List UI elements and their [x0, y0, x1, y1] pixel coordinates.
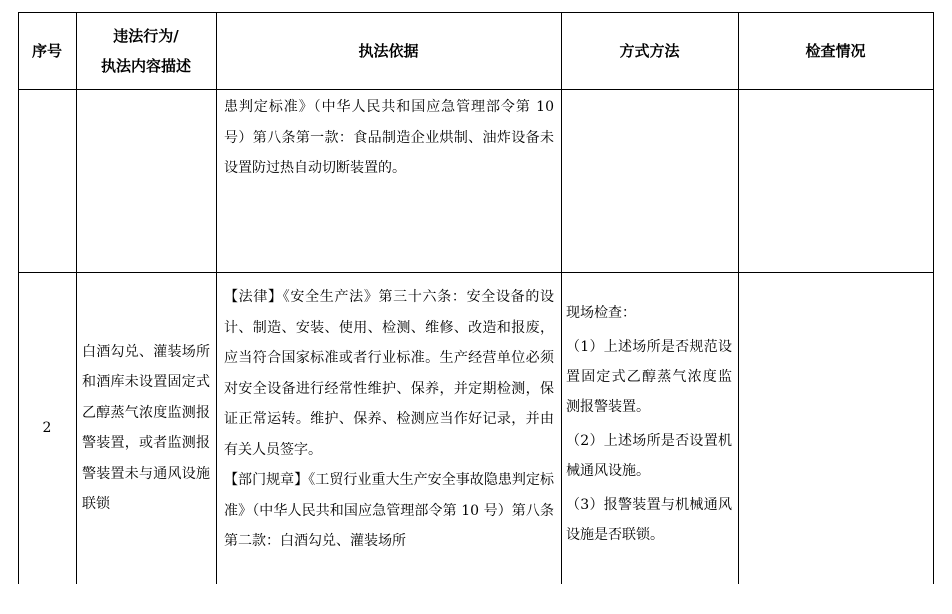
header-seq: 序号	[31, 42, 62, 60]
row-2-method	[566, 298, 732, 550]
basis-regulation-text: 【部门规章】《工贸行业重大生产安全事故隐患判定标准》（中华人民共和国应急管理部令第 10 号）第八条第二款：白酒勾兑、灌装场所	[224, 472, 554, 549]
header-behavior-line1: 违法行为/	[113, 26, 179, 45]
enforcement-table	[18, 12, 934, 584]
row-2-behavior	[82, 272, 210, 584]
method-line: （2）上述场所是否设置机械通风设施。	[566, 433, 732, 479]
row-continued-basis	[224, 92, 554, 184]
basis-text: 患判定标准》（中华人民共和国应急管理部令第 10 号）第八条第一款：食品制造企业烘制、油炸设备未设置防过热自动切断装置的。	[224, 99, 554, 176]
behavior-text: 白酒勾兑、灌装场所和酒库未设置固定式乙醇蒸气浓度监测报警装置，或者监测报警装置未与通风设施联锁	[82, 343, 210, 512]
header-inspection: 检查情况	[805, 42, 866, 60]
header-behavior-line2: 执法内容描述	[100, 56, 191, 75]
column-divider	[738, 12, 739, 584]
header-basis: 执法依据	[358, 42, 419, 60]
basis-law-text: 【法律】《安全生产法》第三十六条：安全设备的设计、制造、安装、使用、检测、维修、改造和报废，应当符合国家标准或者行业标准。生产经营单位必须对安全设备进行经常性维护、保养，并定期检测，保证正常运转。维护、保养、检测应当作好记录，并由有关人员签字。	[224, 289, 554, 458]
column-divider	[216, 12, 217, 584]
row-2-basis	[224, 282, 554, 557]
header-behavior	[76, 12, 216, 89]
column-divider	[76, 12, 77, 584]
method-line: 现场检查：	[566, 305, 636, 321]
method-line: （1）上述场所是否规范设置固定式乙醇蒸气浓度监测报警装置。	[566, 339, 732, 415]
column-divider	[561, 12, 562, 584]
row-2-seq: 2	[42, 419, 52, 436]
header-method: 方式方法	[619, 42, 680, 60]
header-divider	[18, 89, 934, 90]
method-line: （3）报警装置与机械通风设施是否联锁。	[566, 497, 732, 543]
table-border-right	[933, 12, 934, 584]
